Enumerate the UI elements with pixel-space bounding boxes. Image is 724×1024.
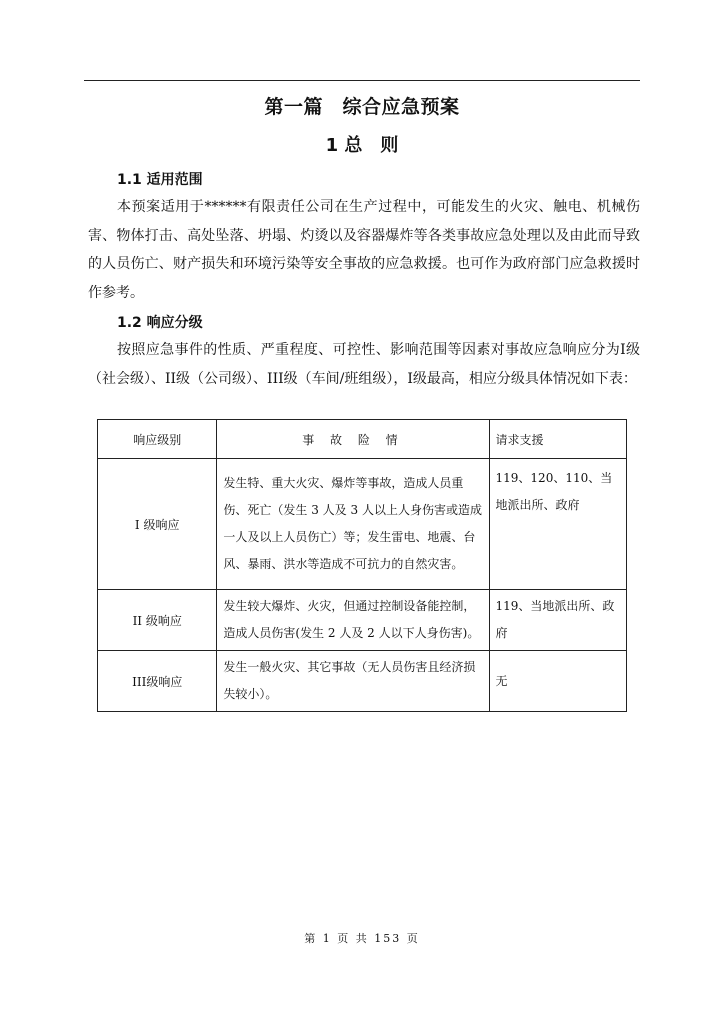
- support-cell: 119、120、110、当地派出所、政府: [489, 459, 626, 590]
- section-body-scope: 本预案适用于******有限责任公司在生产过程中，可能发生的火灾、触电、机械伤害、物体打击、高处坠落、坍塌、灼烫以及容器爆炸等各类事故应急处理以及由此而导致的人员伤亡、财产损失和环境污染等安全事故的应急救援。也可作为政府部门应急救援时作参考。: [88, 199, 640, 301]
- level-cell: I 级响应: [98, 459, 217, 590]
- support-cell: 119、当地派出所、政府: [489, 590, 626, 651]
- table-row: [98, 590, 627, 651]
- section-heading-response-levels: 1.2 响应分级: [117, 315, 203, 331]
- situation-cell: 发生较大爆炸、火灾，但通过控制设备能控制，造成人员伤害(发生 2 人及 2 人以下人身伤害)。: [217, 590, 489, 651]
- table-row: [98, 651, 627, 712]
- section-heading-scope: 1.1 适用范围: [117, 172, 203, 188]
- table-row: [98, 459, 627, 590]
- section-body-response-levels: 按照应急事件的性质、严重程度、可控性、影响范围等因素对事故应急响应分为I级（社会级）、II级（公司级）、III级（车间/班组级），I级最高，相应分级具体情况如下表：: [88, 342, 640, 387]
- situation-cell: 发生特、重大火灾、爆炸等事故，造成人员重伤、死亡（发生 3 人及 3 人以上人身伤害或造成一人及以上人员伤亡）等；发生雷电、地震、台风、暴雨、洪水等造成不可抗力的自然灾害。: [217, 459, 489, 590]
- page-number-footer: 第 1 页 共 153 页: [304, 932, 420, 945]
- header-rule: [84, 80, 640, 81]
- header-cell-situation: 事 故 险 情: [217, 420, 489, 459]
- support-cell: 无: [489, 651, 626, 712]
- situation-cell: 发生一般火灾、其它事故（无人员伤害且经济损失较小）。: [217, 651, 489, 712]
- response-level-table: [97, 419, 627, 712]
- level-cell: II 级响应: [98, 590, 217, 651]
- header-cell-level: 响应级别: [98, 420, 217, 459]
- chapter-title: 1 总 则: [325, 135, 399, 156]
- part-title: 第一篇 综合应急预案: [264, 96, 460, 118]
- table-header-row: [98, 420, 627, 459]
- level-cell: III级响应: [98, 651, 217, 712]
- header-cell-support: 请求支援: [489, 420, 626, 459]
